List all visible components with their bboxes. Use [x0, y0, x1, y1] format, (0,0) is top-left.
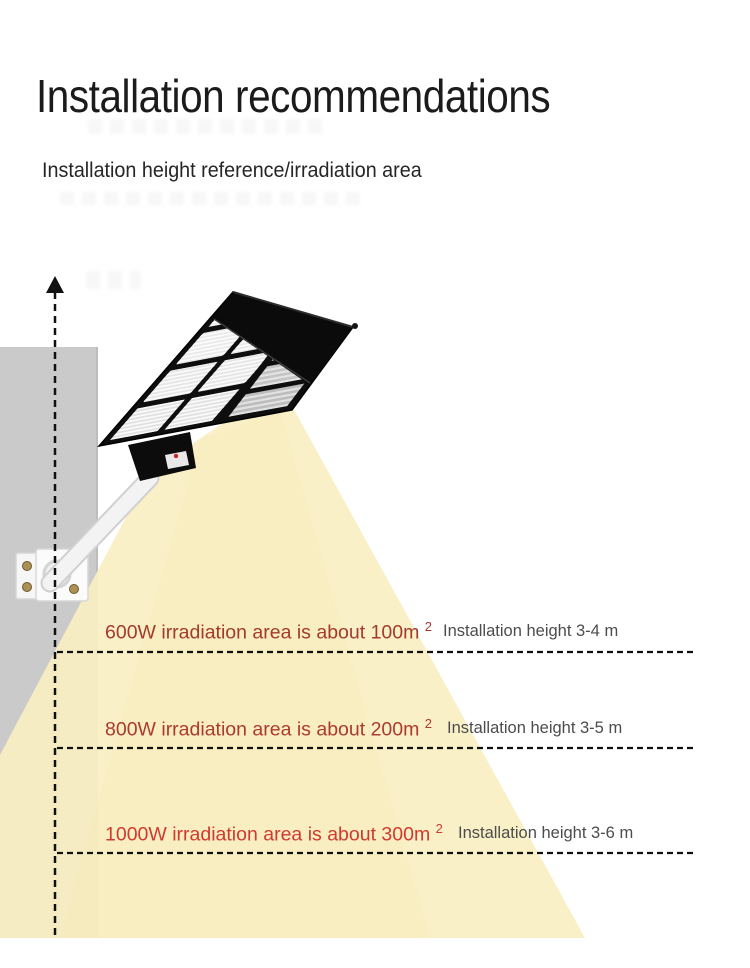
page-title: Installation recommendations [36, 70, 551, 122]
installation-height-label-1: Installation height 3-4 m [443, 622, 619, 640]
irradiation-area-text: 800W irradiation area is about 200m [105, 718, 420, 741]
bracket-flange [16, 553, 38, 599]
superscript-2: 2 [424, 716, 432, 731]
irradiation-area-label-800w [105, 716, 432, 742]
installation-height-label-2: Installation height 3-5 m [447, 719, 623, 737]
irradiation-area-label-600w [105, 619, 432, 645]
indicator-dot-icon [174, 454, 178, 458]
installation-height-label-3: Installation height 3-6 m [458, 824, 634, 842]
screw-icon [23, 562, 32, 571]
screw-icon [70, 585, 79, 594]
irradiation-area-label-1000w [105, 821, 443, 847]
cap-bolt-icon [352, 323, 358, 329]
superscript-2: 2 [435, 821, 443, 836]
screw-icon [23, 583, 32, 592]
height-arrow-icon [46, 276, 64, 293]
superscript-2: 2 [424, 619, 432, 634]
irradiation-area-text: 1000W irradiation area is about 300m [105, 823, 431, 846]
page-subtitle: Installation height reference/irradiation area [42, 159, 422, 182]
irradiation-area-text: 600W irradiation area is about 100m [105, 621, 420, 644]
